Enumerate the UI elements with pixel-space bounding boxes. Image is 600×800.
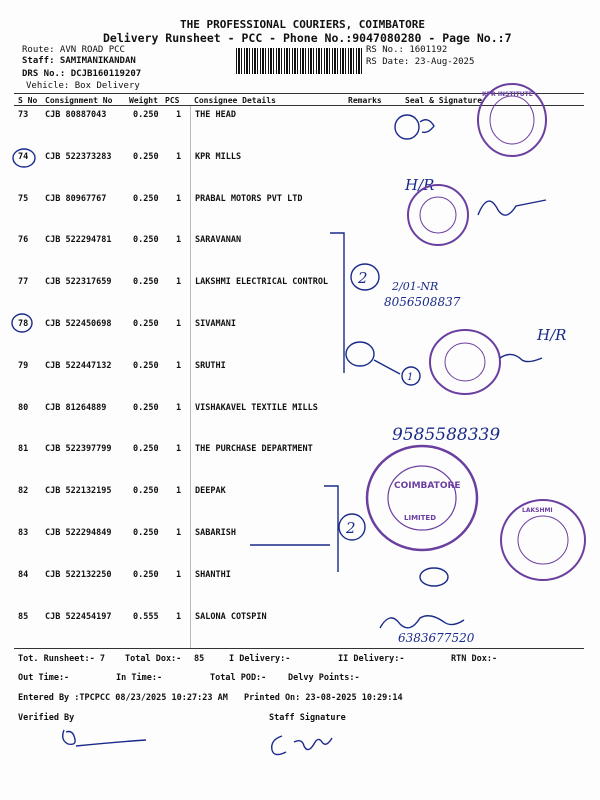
circle-79 bbox=[346, 342, 374, 366]
bracket-82-84 bbox=[324, 486, 338, 572]
row-sno: 78 bbox=[18, 319, 29, 329]
signature-75 bbox=[478, 200, 546, 215]
row-weight: 0.250 bbox=[133, 277, 159, 288]
row-pcs: 1 bbox=[176, 319, 182, 329]
total-dox-label: Total Dox:- bbox=[125, 654, 182, 664]
phone-note-3: 6383677520 bbox=[398, 631, 475, 645]
row-consignment: CJB 80967767 bbox=[45, 193, 107, 204]
col-seal: Seal & Signature bbox=[405, 96, 483, 105]
column-divider bbox=[190, 106, 191, 148]
column-divider bbox=[190, 399, 191, 441]
row-sno: 83 bbox=[18, 528, 29, 538]
row-consignment: CJB 522373283 bbox=[45, 151, 112, 162]
row-sno: 73 bbox=[18, 110, 29, 120]
column-divider bbox=[190, 357, 191, 399]
circle-1-text: 1 bbox=[407, 372, 414, 383]
staff-signature-label: Staff Signature bbox=[269, 713, 346, 723]
hr-mark-2: H/R bbox=[537, 326, 567, 344]
col-remarks: Remarks bbox=[348, 96, 382, 105]
column-divider bbox=[190, 440, 191, 482]
row-pcs: 1 bbox=[176, 444, 182, 455]
col-weight: Weight bbox=[129, 96, 158, 105]
delvy-points: Delvy Points:- bbox=[288, 673, 360, 683]
row-sno: 81 bbox=[18, 444, 29, 455]
row-consignment: CJB 81264889 bbox=[45, 402, 107, 413]
lakshmi-small-stamp-inner bbox=[518, 516, 568, 564]
row-weight: 0.250 bbox=[133, 151, 159, 162]
row-consignment: CJB 522447132 bbox=[45, 360, 112, 371]
phone-note-2: 9585588339 bbox=[392, 425, 501, 445]
row-pcs: 1 bbox=[176, 486, 182, 497]
kpr-stamp-inner bbox=[490, 96, 534, 144]
column-divider bbox=[190, 482, 191, 524]
ii-delivery: II Delivery:- bbox=[338, 654, 405, 664]
column-divider bbox=[190, 566, 191, 608]
row-weight: 0.250 bbox=[133, 235, 159, 246]
column-divider bbox=[190, 148, 191, 190]
row-consignee: SALONA COTSPIN bbox=[195, 611, 267, 622]
scribble-84 bbox=[420, 568, 448, 586]
row-pcs: 1 bbox=[176, 611, 182, 622]
row-weight: 0.250 bbox=[133, 528, 159, 538]
total-dox-value: 85 bbox=[194, 654, 205, 664]
circle-1 bbox=[402, 367, 420, 385]
header-rule-bottom bbox=[14, 105, 584, 106]
limited-stamp-text: LIMITED bbox=[404, 514, 437, 522]
barcode bbox=[236, 48, 362, 74]
row-weight: 0.250 bbox=[133, 569, 159, 580]
row-pcs: 1 bbox=[176, 402, 182, 413]
row-consignee: SARAVANAN bbox=[195, 235, 242, 246]
tot-runsheet: Tot. Runsheet:- 7 bbox=[18, 654, 105, 664]
lakshmi-large-stamp-inner bbox=[388, 466, 456, 530]
row-pcs: 1 bbox=[176, 110, 182, 120]
row-pcs: 1 bbox=[176, 193, 182, 204]
bracket-76-79 bbox=[330, 233, 344, 373]
printed-on: Printed On: 23-08-2025 10:29:14 bbox=[244, 693, 403, 703]
circle-2b-text: 2 bbox=[346, 519, 356, 537]
rs-date: RS Date: 23-Aug-2025 bbox=[366, 57, 475, 67]
lakshmi-large-stamp bbox=[367, 446, 477, 550]
row-consignment: CJB 522294781 bbox=[45, 235, 112, 246]
lakshmi-small-stamp bbox=[501, 500, 585, 580]
rtn-dox: RTN Dox:- bbox=[451, 654, 498, 664]
kpr-stamp bbox=[478, 84, 546, 156]
row-weight: 0.250 bbox=[133, 319, 159, 329]
column-divider bbox=[190, 608, 191, 650]
row-sno: 84 bbox=[18, 569, 29, 580]
row-weight: 0.250 bbox=[133, 360, 159, 371]
row-pcs: 1 bbox=[176, 151, 182, 162]
row-weight: 0.250 bbox=[133, 444, 159, 455]
row-weight: 0.555 bbox=[133, 611, 159, 622]
column-divider bbox=[190, 190, 191, 232]
row-sno: 77 bbox=[18, 277, 29, 288]
row-pcs: 1 bbox=[176, 528, 182, 538]
hr-mark-1: H/R bbox=[405, 176, 435, 194]
verified-by: Verified By bbox=[18, 713, 75, 723]
prabal-stamp-inner bbox=[420, 197, 456, 233]
column-divider bbox=[190, 231, 191, 273]
date-note: 2/01-NR bbox=[392, 280, 439, 293]
lakshmi-stamp-text: LAKSHMI bbox=[522, 507, 553, 514]
kpr-stamp-text: KPR INSTITUTE bbox=[482, 91, 533, 98]
circle-2a bbox=[351, 264, 379, 290]
row-consignee: SHANTHI bbox=[195, 569, 231, 580]
row-consignee: SIVAMANI bbox=[195, 319, 236, 329]
drs-number: DRS No.: DCJB160119207 bbox=[22, 69, 142, 79]
row-pcs: 1 bbox=[176, 569, 182, 580]
row-consignee: PRABAL MOTORS PVT LTD bbox=[195, 193, 303, 204]
row-consignee: THE PURCHASE DEPARTMENT bbox=[195, 444, 313, 455]
verified-signature bbox=[63, 730, 146, 746]
row-consignee: LAKSHMI ELECTRICAL CONTROL bbox=[195, 277, 329, 288]
out-time: Out Time:- bbox=[18, 673, 70, 683]
row-weight: 0.250 bbox=[133, 110, 159, 120]
row-consignment: CJB 522397799 bbox=[45, 444, 112, 455]
row-weight: 0.250 bbox=[133, 402, 159, 413]
total-pod: Total POD:- bbox=[210, 673, 267, 683]
footer-rule bbox=[14, 648, 584, 649]
row-pcs: 1 bbox=[176, 235, 182, 246]
in-time: In Time:- bbox=[116, 673, 163, 683]
row-consignee: VISHAKAVEL TEXTILE MILLS bbox=[195, 402, 318, 413]
vehicle: Vehicle: Box Delivery bbox=[26, 81, 140, 91]
row-weight: 0.250 bbox=[133, 193, 159, 204]
staff: Staff: SAMIMANIKANDAN bbox=[22, 56, 136, 66]
row-consignment: CJB 522450698 bbox=[45, 319, 112, 329]
col-sno: S No bbox=[18, 96, 38, 105]
scribble-73 bbox=[395, 115, 419, 139]
row-sno: 85 bbox=[18, 611, 29, 622]
row-sno: 82 bbox=[18, 486, 29, 497]
row-consignee: KPR MILLS bbox=[195, 151, 242, 162]
signature-85 bbox=[380, 616, 464, 628]
row-consignment: CJB 522454197 bbox=[45, 611, 112, 622]
sruthi-stamp bbox=[430, 330, 500, 394]
arrow-79 bbox=[374, 360, 400, 374]
row-consignee: SRUTHI bbox=[195, 360, 226, 371]
row-sno: 80 bbox=[18, 402, 29, 413]
entered-by: Entered By :TPCPCC 08/23/2025 10:27:23 AM bbox=[18, 693, 228, 703]
row-consignee: THE HEAD bbox=[195, 110, 236, 120]
rs-number: RS No.: 1601192 bbox=[366, 45, 448, 55]
row-weight: 0.250 bbox=[133, 486, 159, 497]
row-pcs: 1 bbox=[176, 360, 182, 371]
column-divider bbox=[190, 273, 191, 315]
header-rule-top bbox=[14, 93, 584, 94]
row-consignment: CJB 522132195 bbox=[45, 486, 112, 497]
phone-note-1: 8056508837 bbox=[384, 295, 461, 309]
scribble-73b bbox=[420, 120, 434, 133]
row-sno: 76 bbox=[18, 235, 29, 246]
row-sno: 74 bbox=[18, 151, 29, 162]
row-sno: 79 bbox=[18, 360, 29, 371]
circle-2a-text: 2 bbox=[358, 269, 368, 287]
row-consignment: CJB 522132250 bbox=[45, 569, 112, 580]
signature-79 bbox=[500, 354, 542, 361]
runsheet-subtitle: Delivery Runsheet - PCC - Phone No.:9047080280 - Page No.:7 bbox=[103, 31, 512, 45]
column-divider bbox=[190, 524, 191, 566]
prabal-stamp bbox=[408, 185, 468, 245]
row-pcs: 1 bbox=[176, 277, 182, 288]
staff-signature bbox=[272, 736, 332, 755]
row-sno: 75 bbox=[18, 193, 29, 204]
row-consignment: CJB 522317659 bbox=[45, 277, 112, 288]
i-delivery: I Delivery:- bbox=[229, 654, 291, 664]
col-pcs: PCS bbox=[165, 96, 180, 105]
row-consignment: CJB 80887043 bbox=[45, 110, 107, 120]
coimbatore-stamp-text: COIMBATORE bbox=[394, 481, 461, 491]
column-divider bbox=[190, 315, 191, 357]
route: Route: AVN ROAD PCC bbox=[22, 45, 125, 55]
circle-2b bbox=[339, 514, 365, 540]
row-consignee: SABARISH bbox=[195, 528, 236, 538]
row-consignee: DEEPAK bbox=[195, 486, 226, 497]
col-consignment: Consignment No bbox=[45, 96, 113, 105]
sruthi-stamp-inner bbox=[445, 343, 485, 381]
row-consignment: CJB 522294849 bbox=[45, 528, 112, 538]
company-name: THE PROFESSIONAL COURIERS, COIMBATORE bbox=[180, 18, 426, 31]
col-consignee: Consignee Details bbox=[194, 96, 276, 105]
